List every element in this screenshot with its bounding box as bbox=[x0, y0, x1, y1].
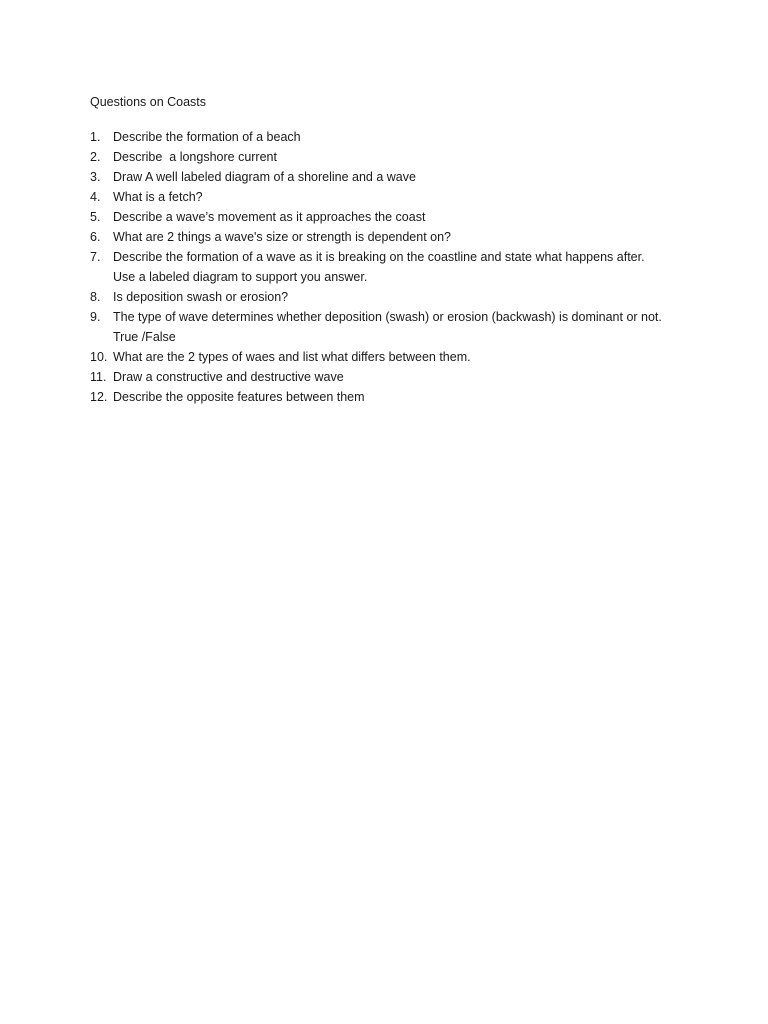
list-item bbox=[90, 147, 710, 167]
question-number: 6. bbox=[90, 230, 101, 244]
question-number: 2. bbox=[90, 150, 101, 164]
question-text: Describe the formation of a wave as it is breaking on the coastline and state what happens after. Use a labeled diagram to support you answer. bbox=[113, 250, 645, 284]
question-text: Describe the formation of a beach bbox=[113, 130, 301, 144]
question-text: Draw a constructive and destructive wave bbox=[113, 370, 344, 384]
question-number: 5. bbox=[90, 210, 101, 224]
list-item bbox=[90, 247, 710, 287]
list-item bbox=[90, 187, 710, 207]
list-item bbox=[90, 207, 710, 227]
question-text: Draw A well labeled diagram of a shoreline and a wave bbox=[113, 170, 416, 184]
question-number: 7. bbox=[90, 250, 101, 264]
question-number: 12. bbox=[90, 390, 108, 404]
question-number: 9. bbox=[90, 310, 101, 324]
question-number: 8. bbox=[90, 290, 101, 304]
question-number: 11. bbox=[90, 370, 107, 384]
question-text: Is deposition swash or erosion? bbox=[113, 290, 289, 304]
question-text: What is a fetch? bbox=[113, 190, 203, 204]
question-text: The type of wave determines whether deposition (swash) or erosion (backwash) is dominant or not. True /False bbox=[113, 310, 662, 344]
question-text: Describe the opposite features between them bbox=[113, 390, 365, 404]
question-text: What are 2 things a wave's size or strength is dependent on? bbox=[113, 230, 452, 244]
list-item bbox=[90, 307, 710, 347]
document-title: Questions on Coasts bbox=[90, 95, 207, 109]
question-text: Describe a wave’s movement as it approaches the coast bbox=[113, 210, 426, 224]
question-number: 3. bbox=[90, 170, 101, 184]
list-item bbox=[90, 127, 710, 147]
list-item bbox=[90, 167, 710, 187]
list-item bbox=[90, 287, 710, 307]
list-item bbox=[90, 347, 710, 367]
question-number: 1. bbox=[90, 130, 101, 144]
question-text: What are the 2 types of waes and list what differs between them. bbox=[113, 350, 471, 364]
list-item bbox=[90, 227, 710, 247]
question-number: 4. bbox=[90, 190, 101, 204]
question-list bbox=[90, 127, 710, 407]
question-number: 10. bbox=[90, 350, 108, 364]
list-item bbox=[90, 367, 710, 387]
question-text: Describe a longshore current bbox=[113, 150, 277, 164]
list-item bbox=[90, 387, 710, 407]
